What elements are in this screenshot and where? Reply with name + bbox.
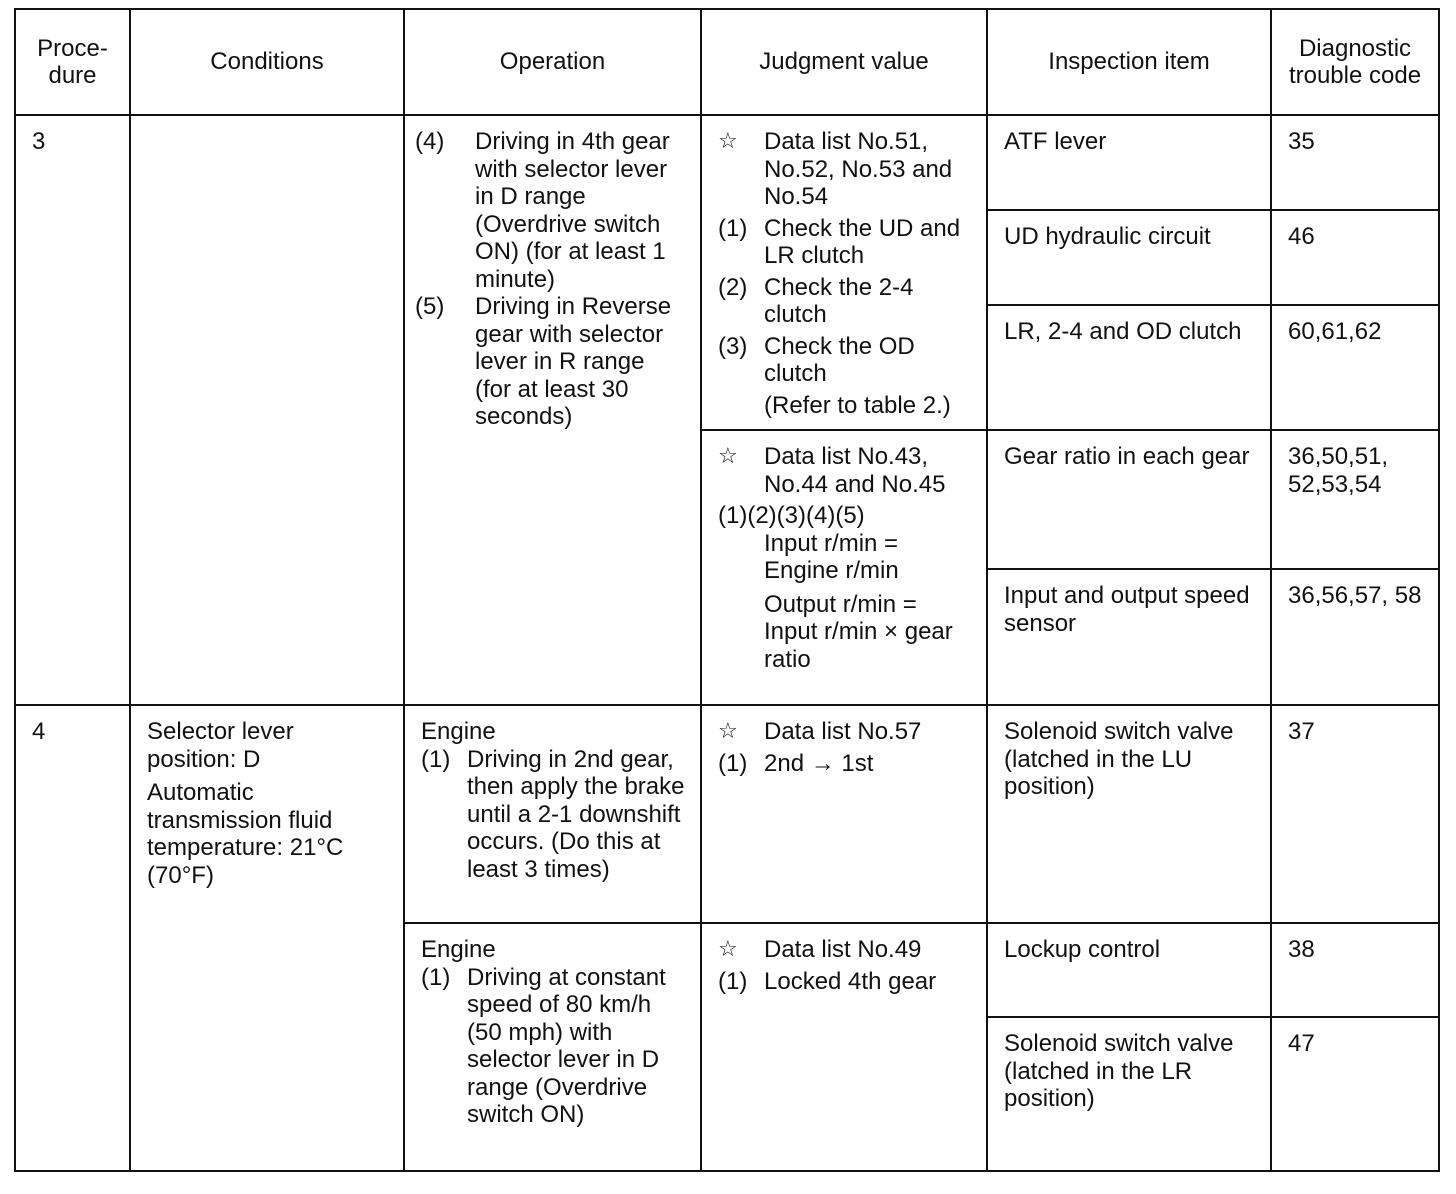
operation-step	[421, 746, 686, 884]
header-operation: Operation	[404, 9, 701, 115]
judgment-3a	[701, 115, 987, 430]
dtc-code: 37	[1271, 705, 1439, 923]
operation-title: Engine	[421, 718, 496, 745]
dtc-code: 38	[1271, 923, 1439, 1017]
judgment-item-text: Locked 4th gear	[764, 967, 937, 995]
operation-step-num: (1)	[421, 963, 451, 991]
inspection-item: LR, 2-4 and OD clutch	[987, 305, 1271, 430]
inspection-item: Solenoid switch valve (latched in the LU position)	[987, 705, 1271, 923]
procedure-4: 4	[15, 705, 130, 1171]
operation-step-num: (5)	[415, 293, 445, 320]
inspection-item: Input and output speed sensor	[987, 569, 1271, 705]
judgment-title-text: Data list No.43, No.44 and No.45	[764, 443, 946, 498]
judgment-formula: Output r/min = Input r/min × gear ratio	[764, 590, 953, 673]
star-icon: ☆	[718, 444, 738, 469]
header-row	[15, 9, 1439, 115]
dtc-code: 60,61,62	[1271, 305, 1439, 430]
operation-step-text: Driving in 4th gear with selector lever in D range (Overdrive switch ON) (for at least 1 minute)	[475, 128, 670, 293]
judgment-item-num: (1)	[718, 214, 748, 242]
diagnostic-table	[14, 8, 1440, 1172]
inspection-item: Gear ratio in each gear	[987, 430, 1271, 569]
header-conditions: Conditions	[130, 9, 404, 115]
judgment-4a	[701, 705, 987, 923]
judgment-title-text: Data list No.51, No.52, No.53 and No.54	[764, 128, 953, 210]
operation-4a	[404, 705, 701, 923]
star-icon: ☆	[718, 719, 738, 744]
judgment-4b	[701, 923, 987, 1171]
diagnostic-table-page	[14, 8, 1440, 1172]
operation-4b	[404, 923, 701, 1171]
judgment-title	[718, 128, 972, 211]
judgment-title-text: Data list No.49	[764, 936, 922, 963]
judgment-title	[718, 718, 972, 746]
table-row	[15, 115, 1439, 210]
judgment-item-text: Check the UD and LR clutch	[764, 214, 961, 269]
judgment-title	[718, 443, 972, 498]
judgment-item	[718, 750, 972, 778]
header-procedure	[15, 9, 130, 115]
judgment-item	[718, 215, 972, 270]
operation-step-num: (1)	[421, 745, 451, 773]
dtc-code: 36,56,57, 58	[1271, 569, 1439, 705]
judgment-3b	[701, 430, 987, 705]
inspection-item: Lockup control	[987, 923, 1271, 1017]
operation-step-text: Driving in 2nd gear, then apply the brake until a 2-1 downshift occurs. (Do this at least 3 times)	[467, 745, 685, 883]
judgment-item-num: (3)	[718, 332, 748, 360]
header-procedure-label: Proce-dure	[37, 34, 108, 89]
judgment-title	[718, 936, 972, 964]
judgment-item-num: (1)	[718, 749, 748, 777]
inspection-item: Solenoid switch valve (latched in the LR position)	[987, 1017, 1271, 1171]
conditions-3	[130, 115, 404, 705]
judgment-item-num: (2)	[718, 273, 748, 301]
operation-3	[404, 115, 701, 705]
judgment-item	[718, 968, 972, 996]
dtc-code: 47	[1271, 1017, 1439, 1171]
dtc-code: 46	[1271, 210, 1439, 305]
dtc-code: 36,50,51, 52,53,54	[1271, 430, 1439, 569]
operation-step-num: (4)	[415, 128, 445, 155]
header-dtc	[1271, 9, 1439, 115]
judgment-item-text: 2nd → 1st	[764, 749, 874, 777]
procedure-3: 3	[15, 115, 130, 705]
operation-step	[415, 293, 686, 431]
inspection-item: ATF lever	[987, 115, 1271, 210]
table-row	[15, 705, 1439, 923]
operation-title: Engine	[421, 936, 496, 963]
operation-step-text: Driving at constant speed of 80 km/h (50 mph) with selector lever in D range (Overdrive switch ON)	[467, 963, 666, 1128]
judgment-item	[718, 274, 972, 329]
judgment-item	[718, 333, 972, 388]
judgment-step-nums: (1)(2)(3)(4)(5)	[718, 502, 865, 529]
header-judgment: Judgment value	[701, 9, 987, 115]
inspection-item: UD hydraulic circuit	[987, 210, 1271, 305]
conditions-4	[130, 705, 404, 1171]
header-dtc-label: Diagnostic trouble code	[1288, 34, 1422, 89]
header-inspection: Inspection item	[987, 9, 1271, 115]
condition-line: Automatic transmission fluid temperature: 21°C (70°F)	[147, 779, 344, 889]
operation-step	[421, 964, 686, 1129]
judgment-item-num: (1)	[718, 967, 748, 995]
dtc-code: 35	[1271, 115, 1439, 210]
judgment-item-text: Check the OD clutch	[764, 332, 915, 387]
star-icon: ☆	[718, 129, 738, 154]
judgment-item-text: Check the 2-4 clutch	[764, 273, 914, 328]
operation-step	[415, 128, 686, 293]
judgment-note: (Refer to table 2.)	[764, 391, 951, 419]
operation-step-text: Driving in Reverse gear with selector lever in R range (for at least 30 seconds)	[475, 293, 672, 430]
star-icon: ☆	[718, 937, 738, 962]
judgment-title-text: Data list No.57	[764, 718, 922, 745]
judgment-formula: Input r/min = Engine r/min	[764, 529, 899, 584]
condition-line: Selector lever position: D	[147, 718, 294, 773]
